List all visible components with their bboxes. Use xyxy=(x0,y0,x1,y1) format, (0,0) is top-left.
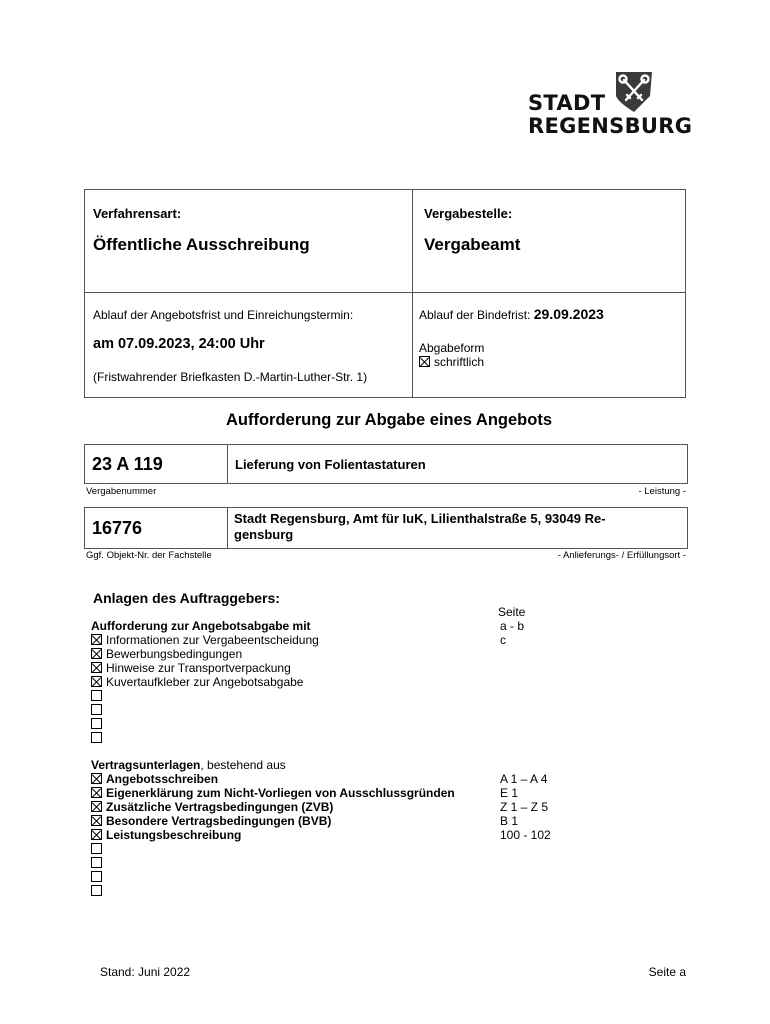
vertrag-title-rest: , bestehend aus xyxy=(200,758,286,772)
vergabe-leistung-caption: - Leistung - xyxy=(638,486,686,497)
verfahrensart-value: Öffentliche Ausschreibung xyxy=(93,235,310,254)
vertrag-item-page: B 1 xyxy=(500,814,519,828)
anlagen-empty-item xyxy=(91,731,319,745)
abgabeform-checkbox[interactable] xyxy=(419,356,430,367)
anlagen-checkbox[interactable] xyxy=(91,732,102,743)
vergabe-nummer-caption: Vergabenummer xyxy=(86,486,157,497)
vertrag-item-label: Zusätzliche Vertragsbedingungen (ZVB) xyxy=(106,800,334,814)
vergabestelle-value: Vergabeamt xyxy=(424,235,521,254)
vertrag-empty-item xyxy=(91,870,455,884)
vertrag-item xyxy=(91,786,455,800)
logo-wordmark xyxy=(528,92,692,138)
vergabe-leistung: Lieferung von Folientastaturen xyxy=(235,457,426,472)
anlagen-checkbox[interactable] xyxy=(91,634,102,645)
header-divider-vertical xyxy=(412,189,413,398)
logo-line-2: REGENSBURG xyxy=(528,114,693,138)
bindefrist-label: Ablauf der Bindefrist: xyxy=(419,308,531,322)
footer-page-number: Seite a xyxy=(648,965,686,979)
anlagen-checkbox[interactable] xyxy=(91,676,102,687)
objekt-nummer: 16776 xyxy=(92,518,143,538)
anlagen-item-label: Hinweise zur Transportverpackung xyxy=(106,661,291,675)
vertrag-checkbox[interactable] xyxy=(91,857,102,868)
footer-stand: Stand: Juni 2022 xyxy=(100,965,191,979)
vertrag-checkbox[interactable] xyxy=(91,843,102,854)
anlagen-item-label: Informationen zur Vergabeentscheidung xyxy=(106,633,319,647)
anlagen-heading: Anlagen des Auftraggebers: xyxy=(93,590,280,606)
anlagen-empty-item xyxy=(91,689,319,703)
anlagen-item-page: c xyxy=(500,633,506,647)
vertrag-checkbox[interactable] xyxy=(91,801,102,812)
vertrag-item xyxy=(91,772,455,786)
briefkasten-note: (Fristwahrender Briefkasten D.-Martin-Luther-Str. 1) xyxy=(93,370,368,384)
anlagen-item-label: Kuvertaufkleber zur Angebotsabgabe xyxy=(106,675,304,689)
vertrag-item-label: Eigenerklärung zum Nicht-Vorliegen von Ausschlussgründen xyxy=(106,786,455,800)
anlagen-checkbox[interactable] xyxy=(91,704,102,715)
anlagen-item xyxy=(91,661,319,675)
vertrag-checkbox[interactable] xyxy=(91,829,102,840)
objekt-ort xyxy=(234,511,606,543)
anlagen-item xyxy=(91,633,319,647)
abgabeform-option xyxy=(419,355,484,369)
anlagen-group-title: Aufforderung zur Angebotsabgabe mit xyxy=(91,619,311,633)
objekt-ort-line-2: gensburg xyxy=(234,527,294,542)
objekt-divider xyxy=(227,507,228,549)
anlagen-checkbox[interactable] xyxy=(91,718,102,729)
vertrag-item-page: Z 1 – Z 5 xyxy=(500,800,549,814)
bindefrist-value: 29.09.2023 xyxy=(533,306,604,322)
vertrag-title-bold: Vertragsunterlagen xyxy=(91,758,201,772)
vertrag-checkbox[interactable] xyxy=(91,815,102,826)
vertrag-item-label: Besondere Vertragsbedingungen (BVB) xyxy=(106,814,332,828)
seite-label: Seite xyxy=(498,605,526,619)
vertrag-pages xyxy=(500,772,551,842)
abgabeform-value: schriftlich xyxy=(434,355,485,369)
vertrag-item xyxy=(91,814,455,828)
objekt-nummer-caption: Ggf. Objekt-Nr. der Fachstelle xyxy=(86,550,212,561)
objekt-ort-caption: - Anlieferungs- / Erfüllungsort - xyxy=(557,550,686,561)
vertrag-checkbox[interactable] xyxy=(91,885,102,896)
anlagen-item xyxy=(91,675,319,689)
page-title: Aufforderung zur Abgabe eines Angebots xyxy=(225,411,553,429)
vertrag-list xyxy=(91,758,455,898)
angebotsfrist-value: am 07.09.2023, 24:00 Uhr xyxy=(93,336,265,352)
vertrag-item-page: E 1 xyxy=(500,786,519,800)
objekt-ort-line-1: Stadt Regensburg, Amt für IuK, Lilienthalstraße 5, 93049 Re- xyxy=(234,511,606,526)
vertrag-empty-item xyxy=(91,842,455,856)
abgabeform-label: Abgabeform xyxy=(419,341,485,355)
vertrag-checkbox[interactable] xyxy=(91,871,102,882)
anlagen-group-page: a - b xyxy=(500,619,525,633)
vertrag-item xyxy=(91,828,455,842)
anlagen-item-label: Bewerbungsbedingungen xyxy=(106,647,243,661)
anlagen-checkbox[interactable] xyxy=(91,648,102,659)
vertrag-checkbox[interactable] xyxy=(91,773,102,784)
anlagen-pages xyxy=(500,619,524,647)
vertrag-empty-item xyxy=(91,884,455,898)
vergabestelle-label: Vergabestelle: xyxy=(424,206,513,221)
anlagen-list xyxy=(91,619,319,745)
bindefrist xyxy=(419,306,604,322)
anlagen-empty-item xyxy=(91,703,319,717)
vertrag-item-page: A 1 – A 4 xyxy=(500,772,548,786)
vertrag-item-label: Leistungsbeschreibung xyxy=(106,828,242,842)
angebotsfrist-label: Ablauf der Angebotsfrist und Einreichungstermin: xyxy=(93,308,354,322)
vertrag-title xyxy=(91,758,455,772)
vertrag-item-label: Angebotsschreiben xyxy=(106,772,219,786)
vergabe-nummer: 23 A 119 xyxy=(92,454,163,474)
vertrag-empty-item xyxy=(91,856,455,870)
vergabe-divider xyxy=(227,444,228,484)
anlagen-checkbox[interactable] xyxy=(91,690,102,701)
anlagen-checkbox[interactable] xyxy=(91,662,102,673)
anlagen-empty-item xyxy=(91,717,319,731)
logo-line-1: STADT xyxy=(528,91,606,115)
header-divider-horizontal xyxy=(84,292,686,293)
vertrag-item xyxy=(91,800,455,814)
verfahrensart-label: Verfahrensart: xyxy=(93,206,182,221)
vertrag-checkbox[interactable] xyxy=(91,787,102,798)
vertrag-item-page: 100 - 102 xyxy=(500,828,551,842)
anlagen-item xyxy=(91,647,319,661)
